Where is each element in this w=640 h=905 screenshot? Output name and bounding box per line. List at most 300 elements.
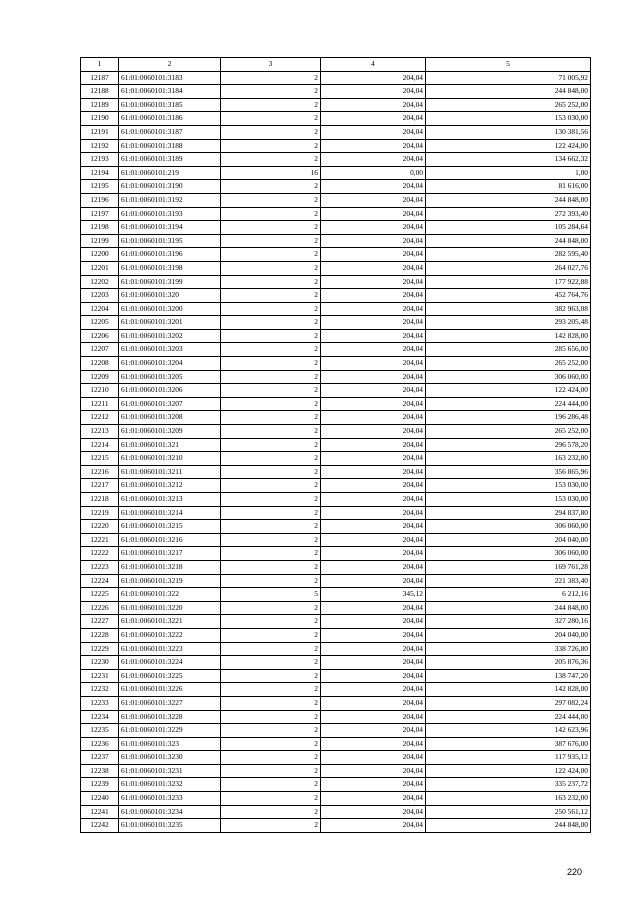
table-cell-col-1: 12238: [81, 764, 119, 778]
table-cell-col-1: 12194: [81, 166, 119, 180]
table-cell-col-3: 2: [221, 261, 321, 275]
table-cell-col-5: 327 280,16: [426, 615, 591, 629]
table-cell-col-4: 204,04: [321, 248, 426, 262]
table-cell-col-2: 61:01:0060101:3183: [119, 71, 221, 85]
table-cell-col-2: 61:01:0060101:3215: [119, 520, 221, 534]
table-row: [81, 275, 591, 289]
table-cell-col-4: 204,04: [321, 112, 426, 126]
table-cell-col-2: 61:01:0060101:3210: [119, 452, 221, 466]
table-cell-col-1: 12226: [81, 601, 119, 615]
table-cell-col-1: 12196: [81, 193, 119, 207]
table-cell-col-4: 204,04: [321, 180, 426, 194]
table-row: [81, 153, 591, 167]
table-cell-col-2: 61:01:0060101:3207: [119, 397, 221, 411]
table-cell-col-5: 338 726,80: [426, 642, 591, 656]
table-cell-col-4: 204,04: [321, 71, 426, 85]
table-cell-col-2: 61:01:0060101:3196: [119, 248, 221, 262]
table-cell-col-3: 2: [221, 125, 321, 139]
table-row: [81, 180, 591, 194]
table-cell-col-2: 61:01:0060101:3202: [119, 329, 221, 343]
table-row: [81, 193, 591, 207]
table-row: [81, 425, 591, 439]
table-cell-col-2: 61:01:0060101:3205: [119, 370, 221, 384]
table-cell-col-2: 61:01:0060101:3223: [119, 642, 221, 656]
table-row: [81, 98, 591, 112]
table-cell-col-1: 12191: [81, 125, 119, 139]
table-cell-col-3: 2: [221, 574, 321, 588]
table-cell-col-2: 61:01:0060101:3201: [119, 316, 221, 330]
table-cell-col-5: 221 383,40: [426, 574, 591, 588]
table-row: [81, 397, 591, 411]
table-cell-col-1: 12204: [81, 302, 119, 316]
table-cell-col-5: 244 848,00: [426, 234, 591, 248]
table-cell-col-4: 204,04: [321, 98, 426, 112]
table-cell-col-5: 81 616,00: [426, 180, 591, 194]
table-row: [81, 547, 591, 561]
column-header-1: 1: [81, 58, 119, 72]
table-cell-col-1: 12207: [81, 343, 119, 357]
table-cell-col-3: 2: [221, 724, 321, 738]
table-cell-col-4: 204,04: [321, 207, 426, 221]
table-row: [81, 112, 591, 126]
table-cell-col-5: 294 837,80: [426, 506, 591, 520]
table-cell-col-2: 61:01:0060101:3188: [119, 139, 221, 153]
table-cell-col-3: 2: [221, 452, 321, 466]
table-cell-col-3: 2: [221, 805, 321, 819]
table-cell-col-1: 12224: [81, 574, 119, 588]
table-cell-col-3: 2: [221, 764, 321, 778]
table-cell-col-3: 2: [221, 411, 321, 425]
table-cell-col-2: 61:01:0060101:3225: [119, 669, 221, 683]
table-cell-col-5: 169 761,28: [426, 560, 591, 574]
table-cell-col-5: 382 963,08: [426, 302, 591, 316]
table-cell-col-2: 61:01:0060101:3228: [119, 710, 221, 724]
table-cell-col-3: 2: [221, 221, 321, 235]
table-row: [81, 601, 591, 615]
table-row: [81, 85, 591, 99]
column-header-5: 5: [426, 58, 591, 72]
table-cell-col-1: 12220: [81, 520, 119, 534]
table-cell-col-5: 1,00: [426, 166, 591, 180]
table-cell-col-2: 61:01:0060101:3187: [119, 125, 221, 139]
table-cell-col-2: 61:01:0060101:3232: [119, 778, 221, 792]
table-cell-col-3: 2: [221, 683, 321, 697]
table-row: [81, 207, 591, 221]
table-cell-col-4: 204,04: [321, 506, 426, 520]
table-row: [81, 166, 591, 180]
table-cell-col-5: 122 424,00: [426, 384, 591, 398]
table-cell-col-4: 204,04: [321, 710, 426, 724]
table-row: [81, 764, 591, 778]
table-cell-col-1: 12239: [81, 778, 119, 792]
table-cell-col-5: 244 848,00: [426, 193, 591, 207]
table-cell-col-1: 12202: [81, 275, 119, 289]
table-cell-col-4: 204,04: [321, 221, 426, 235]
table-cell-col-2: 61:01:0060101:3230: [119, 751, 221, 765]
table-cell-col-1: 12193: [81, 153, 119, 167]
table-cell-col-4: 204,04: [321, 261, 426, 275]
table-cell-col-2: 61:01:0060101:3189: [119, 153, 221, 167]
table-cell-col-4: 204,04: [321, 696, 426, 710]
table-cell-col-3: 2: [221, 139, 321, 153]
table-cell-col-5: 153 030,00: [426, 493, 591, 507]
table-cell-col-4: 204,04: [321, 316, 426, 330]
table-cell-col-3: 2: [221, 615, 321, 629]
table-cell-col-1: 12227: [81, 615, 119, 629]
table-cell-col-4: 204,04: [321, 425, 426, 439]
table-cell-col-4: 204,04: [321, 533, 426, 547]
table-cell-col-1: 12233: [81, 696, 119, 710]
cadastral-value-table: [80, 57, 591, 833]
table-row: [81, 139, 591, 153]
table-cell-col-1: 12188: [81, 85, 119, 99]
table-cell-col-2: 61:01:0060101:3222: [119, 628, 221, 642]
table-cell-col-4: 204,04: [321, 329, 426, 343]
table-cell-col-4: 204,04: [321, 302, 426, 316]
table-cell-col-3: 2: [221, 98, 321, 112]
table-cell-col-3: 2: [221, 493, 321, 507]
table-cell-col-2: 61:01:0060101:3184: [119, 85, 221, 99]
table-cell-col-4: 204,04: [321, 357, 426, 371]
column-header-3: 3: [221, 58, 321, 72]
table-cell-col-4: 204,04: [321, 792, 426, 806]
table-cell-col-4: 204,04: [321, 465, 426, 479]
table-cell-col-2: 61:01:0060101:320: [119, 289, 221, 303]
table-cell-col-5: 244 848,00: [426, 601, 591, 615]
table-cell-col-3: 2: [221, 71, 321, 85]
table-cell-col-2: 61:01:0060101:3227: [119, 696, 221, 710]
table-cell-col-3: 2: [221, 819, 321, 833]
table-cell-col-1: 12240: [81, 792, 119, 806]
table-cell-col-3: 2: [221, 465, 321, 479]
table-cell-col-5: 163 232,00: [426, 792, 591, 806]
table-cell-col-2: 61:01:0060101:3206: [119, 384, 221, 398]
table-cell-col-1: 12210: [81, 384, 119, 398]
table-cell-col-4: 204,04: [321, 778, 426, 792]
table-row: [81, 751, 591, 765]
table-row: [81, 248, 591, 262]
table-cell-col-3: 2: [221, 384, 321, 398]
table-cell-col-5: 153 030,00: [426, 112, 591, 126]
table-cell-col-1: 12242: [81, 819, 119, 833]
table-cell-col-4: 204,04: [321, 819, 426, 833]
table-cell-col-2: 61:01:0060101:3200: [119, 302, 221, 316]
table-row: [81, 357, 591, 371]
table-row: [81, 438, 591, 452]
table-cell-col-3: 2: [221, 792, 321, 806]
table-cell-col-2: 61:01:0060101:3212: [119, 479, 221, 493]
table-cell-col-1: 12205: [81, 316, 119, 330]
table-row: [81, 302, 591, 316]
table-cell-col-3: 2: [221, 153, 321, 167]
table-body: [81, 71, 591, 832]
table-row: [81, 506, 591, 520]
table-cell-col-1: 12195: [81, 180, 119, 194]
table-cell-col-1: 12229: [81, 642, 119, 656]
table-cell-col-3: 2: [221, 656, 321, 670]
table-cell-col-2: 61:01:0060101:3214: [119, 506, 221, 520]
table-cell-col-5: 117 935,12: [426, 751, 591, 765]
table-cell-col-1: 12216: [81, 465, 119, 479]
table-cell-col-5: 122 424,00: [426, 139, 591, 153]
column-header-2: 2: [119, 58, 221, 72]
table-cell-col-5: 387 676,00: [426, 737, 591, 751]
table-cell-col-2: 61:01:0060101:3221: [119, 615, 221, 629]
table-cell-col-1: 12189: [81, 98, 119, 112]
table-cell-col-3: 2: [221, 710, 321, 724]
table-row: [81, 289, 591, 303]
table-cell-col-2: 61:01:0060101:3224: [119, 656, 221, 670]
table-row: [81, 819, 591, 833]
table-cell-col-2: 61:01:0060101:3235: [119, 819, 221, 833]
table-cell-col-1: 12225: [81, 588, 119, 602]
table-row: [81, 792, 591, 806]
table-cell-col-5: 244 848,00: [426, 85, 591, 99]
table-cell-col-2: 61:01:0060101:3203: [119, 343, 221, 357]
table-cell-col-3: 2: [221, 85, 321, 99]
table-cell-col-5: 196 286,48: [426, 411, 591, 425]
table-row: [81, 465, 591, 479]
table-cell-col-5: 134 662,32: [426, 153, 591, 167]
table-cell-col-5: 163 232,00: [426, 452, 591, 466]
table-cell-col-1: 12235: [81, 724, 119, 738]
table-cell-col-5: 265 252,00: [426, 425, 591, 439]
table-cell-col-5: 153 030,00: [426, 479, 591, 493]
table-cell-col-5: 264 027,76: [426, 261, 591, 275]
table-cell-col-2: 61:01:0060101:3194: [119, 221, 221, 235]
table-cell-col-5: 250 561,12: [426, 805, 591, 819]
table-cell-col-4: 204,04: [321, 737, 426, 751]
table-cell-col-2: 61:01:0060101:219: [119, 166, 221, 180]
table-cell-col-5: 142 828,00: [426, 329, 591, 343]
table-cell-col-5: 142 623,96: [426, 724, 591, 738]
table-cell-col-2: 61:01:0060101:3190: [119, 180, 221, 194]
table-cell-col-5: 293 205,48: [426, 316, 591, 330]
table-cell-col-1: 12215: [81, 452, 119, 466]
table-cell-col-1: 12208: [81, 357, 119, 371]
table-cell-col-3: 16: [221, 166, 321, 180]
table-cell-col-5: 205 876,36: [426, 656, 591, 670]
table-cell-col-4: 204,04: [321, 642, 426, 656]
table-row: [81, 71, 591, 85]
table-cell-col-5: 105 284,64: [426, 221, 591, 235]
table-cell-col-5: 177 922,88: [426, 275, 591, 289]
table-cell-col-4: 204,04: [321, 724, 426, 738]
table-row: [81, 234, 591, 248]
table-cell-col-1: 12211: [81, 397, 119, 411]
table-cell-col-5: 452 764,76: [426, 289, 591, 303]
table-row: [81, 261, 591, 275]
table-cell-col-1: 12213: [81, 425, 119, 439]
table-cell-col-2: 61:01:0060101:3195: [119, 234, 221, 248]
table-cell-col-5: 306 060,00: [426, 370, 591, 384]
table-cell-col-1: 12200: [81, 248, 119, 262]
table-cell-col-1: 12230: [81, 656, 119, 670]
header-row: [81, 58, 591, 72]
table-cell-col-4: 204,04: [321, 520, 426, 534]
table-cell-col-1: 12232: [81, 683, 119, 697]
table-cell-col-3: 2: [221, 560, 321, 574]
table-cell-col-1: 12237: [81, 751, 119, 765]
table-cell-col-1: 12212: [81, 411, 119, 425]
table-row: [81, 778, 591, 792]
table-cell-col-4: 204,04: [321, 751, 426, 765]
table-cell-col-4: 204,04: [321, 234, 426, 248]
table-cell-col-4: 204,04: [321, 547, 426, 561]
table-cell-col-2: 61:01:0060101:3220: [119, 601, 221, 615]
table-cell-col-1: 12201: [81, 261, 119, 275]
table-cell-col-2: 61:01:0060101:323: [119, 737, 221, 751]
table-cell-col-5: 204 040,00: [426, 628, 591, 642]
table-cell-col-5: 224 444,00: [426, 710, 591, 724]
table-cell-col-2: 61:01:0060101:3217: [119, 547, 221, 561]
table-cell-col-4: 204,04: [321, 479, 426, 493]
table-cell-col-5: 244 848,00: [426, 819, 591, 833]
table-cell-col-4: 204,04: [321, 411, 426, 425]
table-row: [81, 316, 591, 330]
table-cell-col-4: 204,04: [321, 125, 426, 139]
table-cell-col-5: 272 393,40: [426, 207, 591, 221]
table-cell-col-1: 12234: [81, 710, 119, 724]
table-cell-col-1: 12219: [81, 506, 119, 520]
table-cell-col-3: 2: [221, 547, 321, 561]
table-cell-col-3: 2: [221, 275, 321, 289]
table-cell-col-3: 5: [221, 588, 321, 602]
table-row: [81, 724, 591, 738]
table-cell-col-4: 204,04: [321, 669, 426, 683]
table-row: [81, 370, 591, 384]
table-cell-col-3: 2: [221, 302, 321, 316]
table-cell-col-2: 61:01:0060101:3192: [119, 193, 221, 207]
table-cell-col-4: 204,04: [321, 601, 426, 615]
table-cell-col-5: 71 005,92: [426, 71, 591, 85]
table-cell-col-2: 61:01:0060101:3199: [119, 275, 221, 289]
table-row: [81, 683, 591, 697]
table-cell-col-4: 204,04: [321, 275, 426, 289]
table-cell-col-5: 204 040,00: [426, 533, 591, 547]
table-cell-col-1: 12241: [81, 805, 119, 819]
table-cell-col-2: 61:01:0060101:3231: [119, 764, 221, 778]
table-cell-col-2: 61:01:0060101:321: [119, 438, 221, 452]
table-row: [81, 696, 591, 710]
table-cell-col-3: 2: [221, 343, 321, 357]
table-cell-col-3: 2: [221, 248, 321, 262]
table-cell-col-2: 61:01:0060101:3229: [119, 724, 221, 738]
table-cell-col-1: 12218: [81, 493, 119, 507]
table-cell-col-3: 2: [221, 642, 321, 656]
table-cell-col-5: 285 656,00: [426, 343, 591, 357]
table-cell-col-5: 265 252,00: [426, 98, 591, 112]
table-cell-col-3: 2: [221, 438, 321, 452]
table-cell-col-1: 12222: [81, 547, 119, 561]
table-cell-col-3: 2: [221, 669, 321, 683]
table-cell-col-3: 2: [221, 520, 321, 534]
table-row: [81, 329, 591, 343]
table-row: [81, 588, 591, 602]
table-cell-col-3: 2: [221, 533, 321, 547]
table-row: [81, 805, 591, 819]
table-cell-col-1: 12187: [81, 71, 119, 85]
table-cell-col-1: 12236: [81, 737, 119, 751]
table-cell-col-3: 2: [221, 289, 321, 303]
table-cell-col-3: 2: [221, 628, 321, 642]
table-row: [81, 737, 591, 751]
table-cell-col-4: 204,04: [321, 193, 426, 207]
table-cell-col-1: 12209: [81, 370, 119, 384]
table-cell-col-3: 2: [221, 696, 321, 710]
table-cell-col-3: 2: [221, 370, 321, 384]
table-cell-col-5: 224 444,00: [426, 397, 591, 411]
table-cell-col-2: 61:01:0060101:3193: [119, 207, 221, 221]
table-cell-col-3: 2: [221, 234, 321, 248]
table-cell-col-5: 130 381,56: [426, 125, 591, 139]
table-cell-col-2: 61:01:0060101:322: [119, 588, 221, 602]
table-cell-col-2: 61:01:0060101:3211: [119, 465, 221, 479]
table-row: [81, 669, 591, 683]
table-row: [81, 343, 591, 357]
table-cell-col-4: 204,04: [321, 452, 426, 466]
table-cell-col-3: 2: [221, 601, 321, 615]
table-cell-col-2: 61:01:0060101:3216: [119, 533, 221, 547]
table-cell-col-4: 204,04: [321, 656, 426, 670]
table-cell-col-1: 12223: [81, 560, 119, 574]
table-cell-col-5: 306 060,00: [426, 520, 591, 534]
table-row: [81, 452, 591, 466]
column-header-4: 4: [321, 58, 426, 72]
table-cell-col-4: 0,00: [321, 166, 426, 180]
table-cell-col-2: 61:01:0060101:3198: [119, 261, 221, 275]
table-cell-col-4: 204,04: [321, 370, 426, 384]
table-cell-col-3: 2: [221, 329, 321, 343]
table-row: [81, 642, 591, 656]
table-cell-col-4: 204,04: [321, 628, 426, 642]
table-row: [81, 560, 591, 574]
table-cell-col-4: 204,04: [321, 139, 426, 153]
table-cell-col-2: 61:01:0060101:3218: [119, 560, 221, 574]
table-row: [81, 574, 591, 588]
table-row: [81, 221, 591, 235]
page-number: 220: [566, 867, 582, 877]
table-cell-col-2: 61:01:0060101:3233: [119, 792, 221, 806]
table-cell-col-3: 2: [221, 180, 321, 194]
table-cell-col-4: 204,04: [321, 384, 426, 398]
table-cell-col-3: 2: [221, 193, 321, 207]
table-cell-col-1: 12217: [81, 479, 119, 493]
table-cell-col-2: 61:01:0060101:3208: [119, 411, 221, 425]
table-cell-col-3: 2: [221, 207, 321, 221]
table-cell-col-2: 61:01:0060101:3219: [119, 574, 221, 588]
table-cell-col-1: 12199: [81, 234, 119, 248]
table-cell-col-3: 2: [221, 425, 321, 439]
table-cell-col-4: 204,04: [321, 85, 426, 99]
table-cell-col-4: 204,04: [321, 153, 426, 167]
table-cell-col-5: 297 082,24: [426, 696, 591, 710]
table-cell-col-3: 2: [221, 397, 321, 411]
table-row: [81, 615, 591, 629]
table-cell-col-3: 2: [221, 316, 321, 330]
table-row: [81, 411, 591, 425]
table-cell-col-1: 12198: [81, 221, 119, 235]
table-cell-col-1: 12206: [81, 329, 119, 343]
table-cell-col-4: 204,04: [321, 615, 426, 629]
table-cell-col-1: 12221: [81, 533, 119, 547]
table-cell-col-3: 2: [221, 778, 321, 792]
table-row: [81, 710, 591, 724]
table-cell-col-2: 61:01:0060101:3213: [119, 493, 221, 507]
table-cell-col-4: 204,04: [321, 493, 426, 507]
table-cell-col-4: 345,12: [321, 588, 426, 602]
table-row: [81, 656, 591, 670]
